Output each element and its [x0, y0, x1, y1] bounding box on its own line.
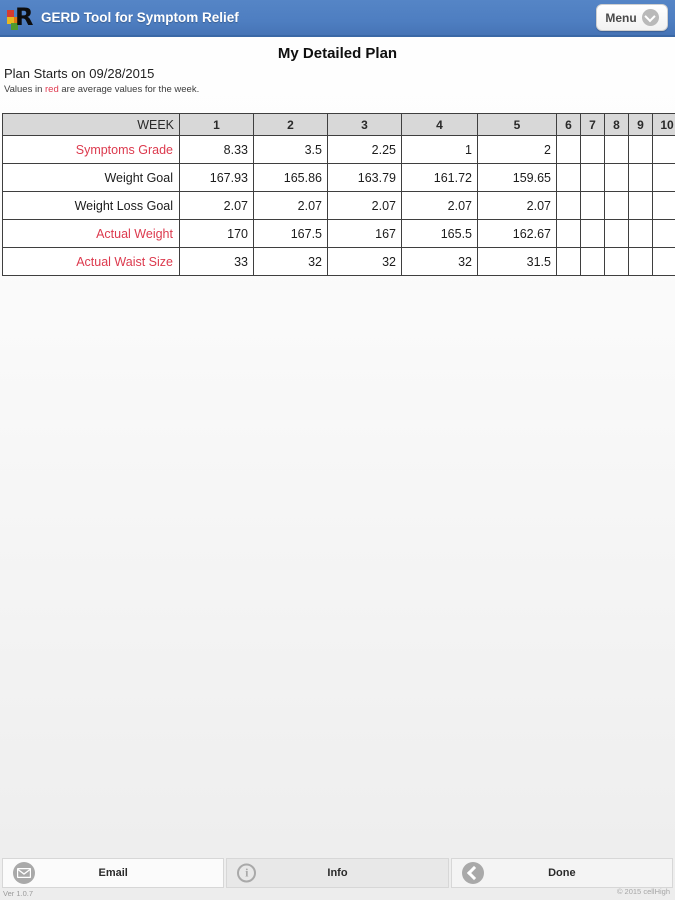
table-row-actual-weight [3, 220, 675, 248]
table-row-weight-goal [3, 164, 675, 192]
email-button-label: Email [98, 867, 128, 879]
week-column-header: 5 [478, 114, 557, 136]
plan-start-date: Plan Starts on 09/28/2015 [4, 66, 155, 81]
table-cell: 2.07 [328, 192, 402, 220]
menu-button-label: Menu [605, 10, 637, 25]
week-column-header: 3 [328, 114, 402, 136]
page-title: My Detailed Plan [277, 45, 398, 62]
back-arrow-icon [462, 862, 484, 884]
week-column-header: 10 [653, 114, 675, 136]
row-label: Weight Loss Goal [3, 192, 180, 220]
table-cell: 2 [478, 136, 557, 164]
table-cell [557, 220, 581, 248]
row-label: Symptoms Grade [3, 136, 180, 164]
table-cell: 162.67 [478, 220, 557, 248]
table-cell: 2.07 [254, 192, 328, 220]
week-column-header: 7 [581, 114, 605, 136]
week-column-header: 1 [180, 114, 254, 136]
table-cell: 2.07 [478, 192, 557, 220]
table-cell [653, 220, 675, 248]
week-column-header: 6 [557, 114, 581, 136]
table-cell: 32 [254, 248, 328, 276]
week-column-header: 8 [605, 114, 629, 136]
table-cell [653, 248, 675, 276]
note-suffix: are average values for the week. [58, 84, 200, 95]
table-cell [605, 164, 629, 192]
done-button-label: Done [548, 867, 576, 879]
app-title: GERD Tool for Symptom Relief [41, 10, 239, 25]
table-cell [653, 192, 675, 220]
table-cell [653, 136, 675, 164]
week-corner-header: WEEK [3, 114, 180, 136]
note-red-word: red [45, 84, 59, 95]
menu-button[interactable] [596, 4, 668, 31]
table-row-weight-loss-goal [3, 192, 675, 220]
bottom-toolbar [2, 858, 673, 888]
table-cell: 163.79 [328, 164, 402, 192]
row-label: Actual Weight [3, 220, 180, 248]
top-navigation-bar [0, 0, 675, 37]
table-cell [629, 164, 653, 192]
table-cell [629, 248, 653, 276]
email-icon [13, 862, 35, 884]
table-cell: 167.5 [254, 220, 328, 248]
table-cell [605, 220, 629, 248]
table-cell [605, 192, 629, 220]
red-values-note [4, 84, 199, 95]
table-cell [581, 164, 605, 192]
copyright: © 2015 cellHigh [616, 887, 670, 896]
table-cell: 165.86 [254, 164, 328, 192]
table-cell: 33 [180, 248, 254, 276]
table-header-row [3, 114, 675, 136]
table-cell [629, 220, 653, 248]
table-cell: 1 [402, 136, 478, 164]
app-version: Ver 1.0.7 [3, 889, 34, 898]
table-cell: 32 [328, 248, 402, 276]
table-cell [605, 136, 629, 164]
table-cell: 3.5 [254, 136, 328, 164]
row-label: Actual Waist Size [3, 248, 180, 276]
table-cell [629, 192, 653, 220]
app-logo-icon: R [7, 6, 35, 30]
table-cell: 2.25 [328, 136, 402, 164]
table-cell: 2.07 [180, 192, 254, 220]
table-cell [605, 248, 629, 276]
done-button[interactable] [451, 858, 673, 888]
table-cell: 2.07 [402, 192, 478, 220]
table-cell [557, 192, 581, 220]
table-cell [629, 136, 653, 164]
table-cell: 8.33 [180, 136, 254, 164]
table-cell: 31.5 [478, 248, 557, 276]
row-label: Weight Goal [3, 164, 180, 192]
table-cell: 170 [180, 220, 254, 248]
info-icon: i [237, 864, 256, 883]
table-cell [581, 248, 605, 276]
table-cell [581, 136, 605, 164]
table-cell [581, 220, 605, 248]
email-button[interactable] [2, 858, 224, 888]
table-cell [557, 164, 581, 192]
table-cell: 167.93 [180, 164, 254, 192]
table-cell: 167 [328, 220, 402, 248]
detailed-plan-table [2, 113, 675, 276]
chevron-down-icon [642, 9, 659, 26]
table-row-actual-waist-size [3, 248, 675, 276]
week-column-header: 4 [402, 114, 478, 136]
table-cell [653, 164, 675, 192]
table-cell [557, 248, 581, 276]
table-cell: 161.72 [402, 164, 478, 192]
table-cell: 32 [402, 248, 478, 276]
table-cell: 159.65 [478, 164, 557, 192]
week-column-header: 2 [254, 114, 328, 136]
table-cell [557, 136, 581, 164]
week-column-header: 9 [629, 114, 653, 136]
table-row-symptoms-grade [3, 136, 675, 164]
table-cell: 165.5 [402, 220, 478, 248]
note-prefix: Values in [4, 84, 46, 95]
table-cell [581, 192, 605, 220]
info-button[interactable] [226, 858, 448, 888]
info-button-label: Info [327, 867, 348, 879]
